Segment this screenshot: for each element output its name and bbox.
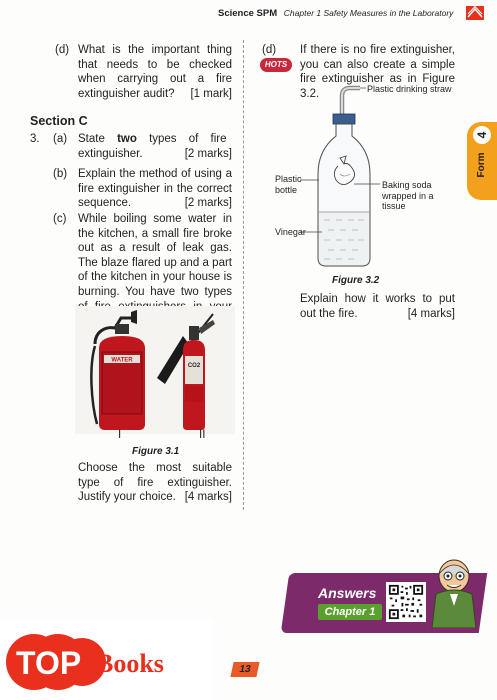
- question-3b-text: Explain the method of using a fire extinguisher in the correct sequence. [2 marks]: [78, 168, 232, 210]
- question-d2-tail: Explain how it works to put out the fire. [4 marks]: [300, 293, 455, 320]
- qr-code-icon: [386, 582, 426, 622]
- extinguisher-ii-label: II: [199, 429, 206, 441]
- co2-extinguisher-label: CO2: [187, 363, 201, 369]
- question-3b-marks: [2 marks]: [184, 197, 232, 210]
- question-d-text: What is the important thing that needs to be checked when carrying out a fire extinguisher audit? [1 mark]: [78, 44, 232, 100]
- running-header: [218, 8, 453, 19]
- professor-mascot-icon: [428, 556, 480, 628]
- publisher-logo-icon: [466, 6, 484, 20]
- figure-3-2-caption: Figure 3.2: [332, 275, 380, 286]
- book-title: Science SPM: [218, 8, 278, 19]
- question-3a-marks: [2 marks]: [184, 147, 232, 160]
- form-number-badge: [471, 124, 493, 146]
- column-divider: [243, 40, 244, 510]
- question-3c-marks: [4 marks]: [184, 491, 232, 504]
- plastic-bottle-icon: [318, 114, 370, 266]
- label-bottle: Plastic bottle: [275, 174, 302, 195]
- hots-badge: HOTS: [260, 58, 292, 72]
- extinguisher-i-label: I: [118, 429, 122, 441]
- label-straw: Plastic drinking straw: [367, 84, 452, 94]
- question-d2-text: If there is no fire extinguisher, you can also create a simple fire extinguisher as in Figure 3.2.: [300, 44, 455, 100]
- question-d2-label: (d): [262, 44, 277, 56]
- page-number: 13: [230, 662, 259, 677]
- question-3a-label: (a): [53, 133, 68, 145]
- drinking-straw-icon: [342, 88, 360, 114]
- label-vinegar: Vinegar: [275, 227, 306, 237]
- section-title: Section C: [30, 114, 88, 128]
- form-number: 4: [475, 131, 489, 139]
- answers-title: Answers: [318, 585, 377, 601]
- question-3a-body: State two types of fire extinguisher.: [78, 133, 227, 160]
- water-extinguisher-label: WATER: [111, 357, 133, 364]
- question-3c-tail: Choose the most suitable type of fire extinguisher. Justify your choice. [4 marks]: [78, 462, 232, 504]
- question-d-marks: [1 mark]: [190, 87, 232, 100]
- watermark-books-text: Books: [96, 649, 164, 678]
- question-d-label: (d): [55, 44, 70, 56]
- question-3c-label: (c): [53, 213, 67, 225]
- watermark-top-text: TOP: [16, 645, 82, 681]
- topbooks-watermark-logo: [0, 620, 212, 700]
- form-tab-label: Form: [476, 152, 487, 178]
- answers-chapter: Chapter 1: [318, 604, 382, 620]
- figure-3-1-caption: Figure 3.1: [132, 446, 180, 457]
- question-3c-text: While boiling some water in the kitchen, a small fire broke out as a result of leak gas. The blaze flared up and a part of the kitchen in your house is burning. You have two types: [78, 213, 232, 298]
- chapter-title: Chapter 1 Safety Measures in the Laboratory: [283, 8, 454, 18]
- question-3b-label: (b): [53, 168, 68, 180]
- figure-3-1-image: [75, 306, 235, 434]
- question-3-number: 3.: [30, 133, 40, 145]
- figure-3-2-image: [300, 84, 475, 274]
- question-3a-line2: [78, 147, 232, 162]
- question-d2-marks: [4 marks]: [407, 307, 455, 320]
- label-baking-soda: Baking soda wrapped in a tissue: [382, 180, 434, 211]
- question-3a-emphasis: two: [117, 133, 137, 145]
